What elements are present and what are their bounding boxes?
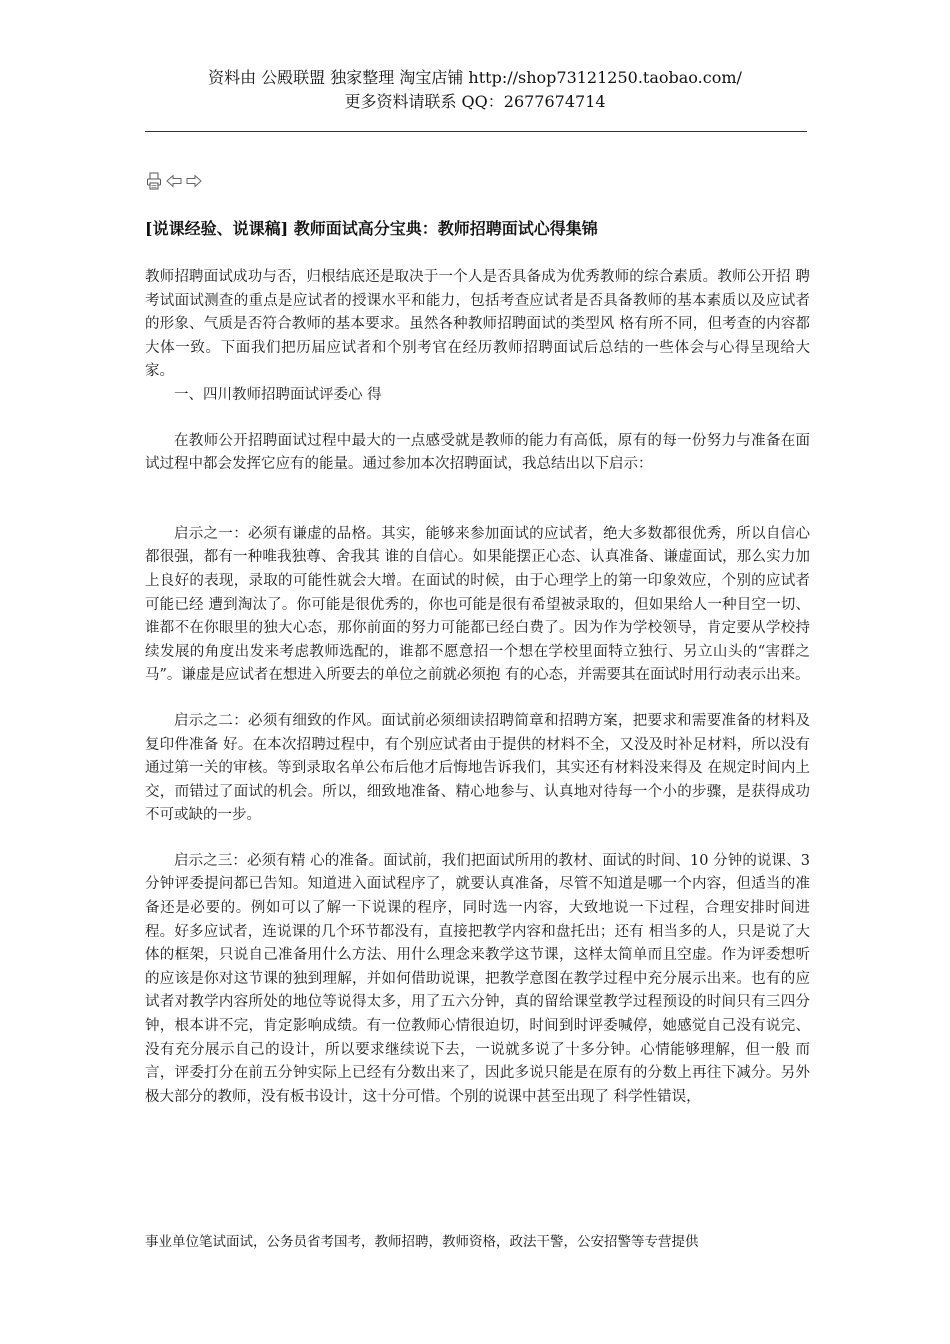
header-contact-line: 更多资料请联系 QQ：2677674714	[344, 92, 606, 111]
intro-paragraph: 教师招聘面试成功与否，归根结底还是取决于一个人是否具备成为优秀教师的综合素质。教师公开招 聘考试面试测查的重点是应试者的授课水平和能力，包括考查应试者是否具备教师的基本素质以及应试者的形象、气质是否符合教师的基本要求。虽然各种教师招聘面试的类型风 格有所不同，但考查的内容都大体一致。下面我们把历届应试者和个别考官在经历教师招聘面试后总结的一些体会与心得呈现给大家。	[145, 269, 810, 380]
forward-arrow-icon[interactable]	[185, 171, 202, 191]
paragraph-insight-2: 启示之二：必须有细致的作风。面试前必须细读招聘简章和招聘方案，把要求和需要准备的材料及复印件准备 好。在本次招聘过程中，有个别应试者由于提供的材料不全，又没及时补足材料，所以没有通过第一关的审核。等到录取名单公布后他才后悔地告诉我们，其实还有材料没来得及 在规定时间内上交，而错过了面试的机会。所以，细致地准备、精心地参与、认真地对待每一个小的步骤，是获得成功不可或缺的一步。	[145, 712, 810, 824]
print-icon[interactable]	[145, 171, 162, 191]
paragraph-overview: 在教师公开招聘面试过程中最大的一点感受就是教师的能力有高低，原有的每一份努力与准备在面试过程中都会发挥它应有的能量。通过参加本次招聘面试，我总结出以下启示：	[145, 432, 810, 473]
header-source-line: 资料由 公殿联盟 独家整理 淘宝店铺 http://shop73121250.taobao.com/	[208, 68, 742, 87]
page-footer: 事业单位笔试面试，公务员省考国考，教师招聘，教师资格，政法干警，公安招警等专营提供	[145, 1234, 699, 1250]
paragraph-insight-1: 启示之一：必须有谦虚的品格。其实，能够来参加面试的应试者，绝大多数都很优秀，所以自信心都很强，都有一种唯我独尊、舍我其 谁的自信心。如果能摆正心态、认真准备、谦虚面试，那么实力加上良好的表现，录取的可能性就会大增。在面试的时候，由于心理学上的第一印象效应，个别的应试者可能已经 遭到淘汰了。你可能是很优秀的，你也可能是很有希望被录取的，但如果给人一种目空一切、谁都不在你眼里的独大心态，那你前面的努力可能都已经白费了。因为作为学校领导，肯定要从学校持续发展的角度出发来考虑教师选配的，谁都不愿意招一个想在学校里面特立独行、另立山头的“害群之马”。谦虚是应试者在想进入所要去的单位之前就必须抱 有的心态，并需要其在面试时用行动表示出来。	[145, 525, 810, 684]
paragraph-insight-3: 启示之三：必须有精 心的准备。面试前，我们把面试所用的教材、面试的时间、10 分钟的说课、3 分钟评委提问都已告知。知道进入面试程序了，就要认真准备，尽管不知道是哪一个内容，但适当的准 备还是必要的。例如可以了解一下说课的程序，同时选一内容，大致地说一下过程，合理安排时间进程。好多应试者，连说课的几个环节都没有，直接把教学内容和盘托出；还有 相当多的人，只是说了大体的框架，只说自己准备用什么方法、用什么理念来教学这节课，这样太简单而且空虚。作为评委想听的应该是你对这节课的独到理解，并如何借助说课，把教学意图在教学过程中充分展示出来。也有的应试者对教学内容所处的地位等说得太多，用了五六分钟，真的留给课堂教学过程预设的时间只有三四分钟，根本讲不完，肯定影响成绩。有一位教师心情很迫切，时间到时评委喊停，她感觉自己没有说完、没有充分展示自己的设计，所以要求继续说下去，一说就多说了十多分钟。心情能够理解，但一般 而言，评委打分在前五分钟实际上已经有分数出来了，因此多说只能是在原有的分数上再往下减分。另外极大部分的教师，没有板书设计，这十分可惜。个别的说课中甚至出现了 科学性错误，	[145, 852, 810, 1105]
header-divider	[145, 131, 807, 132]
article-toolbar	[145, 170, 202, 192]
back-arrow-icon[interactable]	[165, 171, 182, 191]
section-heading: 一、四川教师招聘面试评委心 得	[174, 386, 382, 403]
page-header	[0, 66, 950, 114]
article-body	[145, 266, 810, 1109]
article-title: [说课经验、说课稿] 教师面试高分宝典：教师招聘面试心得集锦	[145, 219, 598, 238]
